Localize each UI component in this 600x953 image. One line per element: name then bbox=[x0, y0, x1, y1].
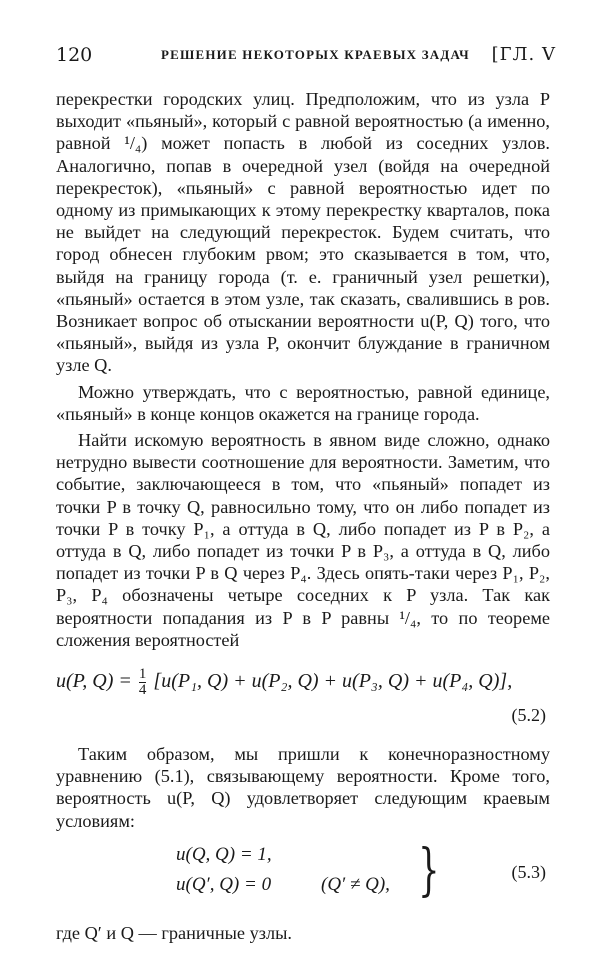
page-number: 120 bbox=[56, 44, 93, 66]
fraction-denominator: 4 bbox=[138, 682, 147, 699]
boundary-condition-note: (Q′ ≠ Q), bbox=[321, 873, 390, 895]
equation-5-2-lhs: u(P, Q) = bbox=[56, 670, 132, 693]
equation-5-2-expression bbox=[56, 667, 512, 698]
equation-5-2-rhs: [u(P₁, Q) + u(P₂, Q) + u(P₃, Q) + u(P₄, Q)], bbox=[153, 670, 513, 693]
paragraph-1: перекрестки городских улиц. Предположим, что из узла P выходит «пьяный», который с равной вероятностью (а именно, равной ¹/₄) может попасть в любой из соседних узлов. Аналогично, попав в очередной узел (войдя на очередной перекресток), «пьяный» с равной вероятностью идет по одному из примыкающих к этому перекрестку кварталов, пока не выйдет на следующий перекресток. Будем считать, что город обнесен глубоким рвом; это сказывается в том, что, выйдя на границу города (т. е. граничный узел решетки), «пьяный» остается в этом узле, так сказать, свалившись в ров. Возникает вопрос об отыскании вероятности u(P, Q) того, что «пьяный», выйдя из узла P, окончит блуждание в граничном узле Q. bbox=[56, 89, 550, 376]
boundary-condition-1: u(Q, Q) = 1, bbox=[176, 843, 272, 865]
chapter-reference: [ГЛ. V bbox=[491, 44, 556, 65]
fraction-one-quarter bbox=[139, 667, 147, 698]
equation-5-3-number: (5.3) bbox=[511, 861, 546, 882]
fraction-numerator: 1 bbox=[138, 666, 147, 683]
equation-5-3 bbox=[56, 837, 550, 910]
paragraph-2: Можно утверждать, что с вероятностью, равной единице, «пьяный» в конце концов окажется на границе города. bbox=[56, 381, 550, 424]
paragraph-4: Таким образом, мы пришли к конечноразностному уравнению (5.1), связывающему вероятности. Кроме того, вероятность u(P, Q) удовлетворяет следующим краевым условиям: bbox=[56, 744, 550, 831]
page-header bbox=[56, 44, 556, 72]
boundary-condition-2: u(Q′, Q) = 0 bbox=[176, 873, 272, 895]
right-brace: } bbox=[418, 837, 440, 903]
paragraph-3: Найти искомую вероятность в явном виде сложно, однако нетрудно вывести соотношение для вероятности. Заметим, что событие, заключающееся в том, что «пьяный» попадет из точки P в точку Q, равносильно тому, что он либо попадет из точки P в точку P₁, а оттуда в Q, либо попадет из P в P₂, а оттуда в Q, либо попадет из точки P в P₃, а оттуда в Q, либо попадет из точки P в Q через P₄. Здесь опять-таки через P₁, P₂, P₃, P₄ обозначены четыре соседних к P узла. Так как вероятности попадания из P в P равны ¹/₄, то по теореме сложения вероятностей bbox=[56, 430, 550, 650]
paragraph-5: где Q′ и Q — граничные узлы. bbox=[56, 922, 292, 943]
running-title: РЕШЕНИЕ НЕКОТОРЫХ КРАЕВЫХ ЗАДАЧ bbox=[161, 47, 470, 62]
equation-5-2-number: (5.2) bbox=[511, 705, 546, 726]
page-body bbox=[56, 88, 550, 944]
equation-5-2 bbox=[56, 659, 550, 737]
